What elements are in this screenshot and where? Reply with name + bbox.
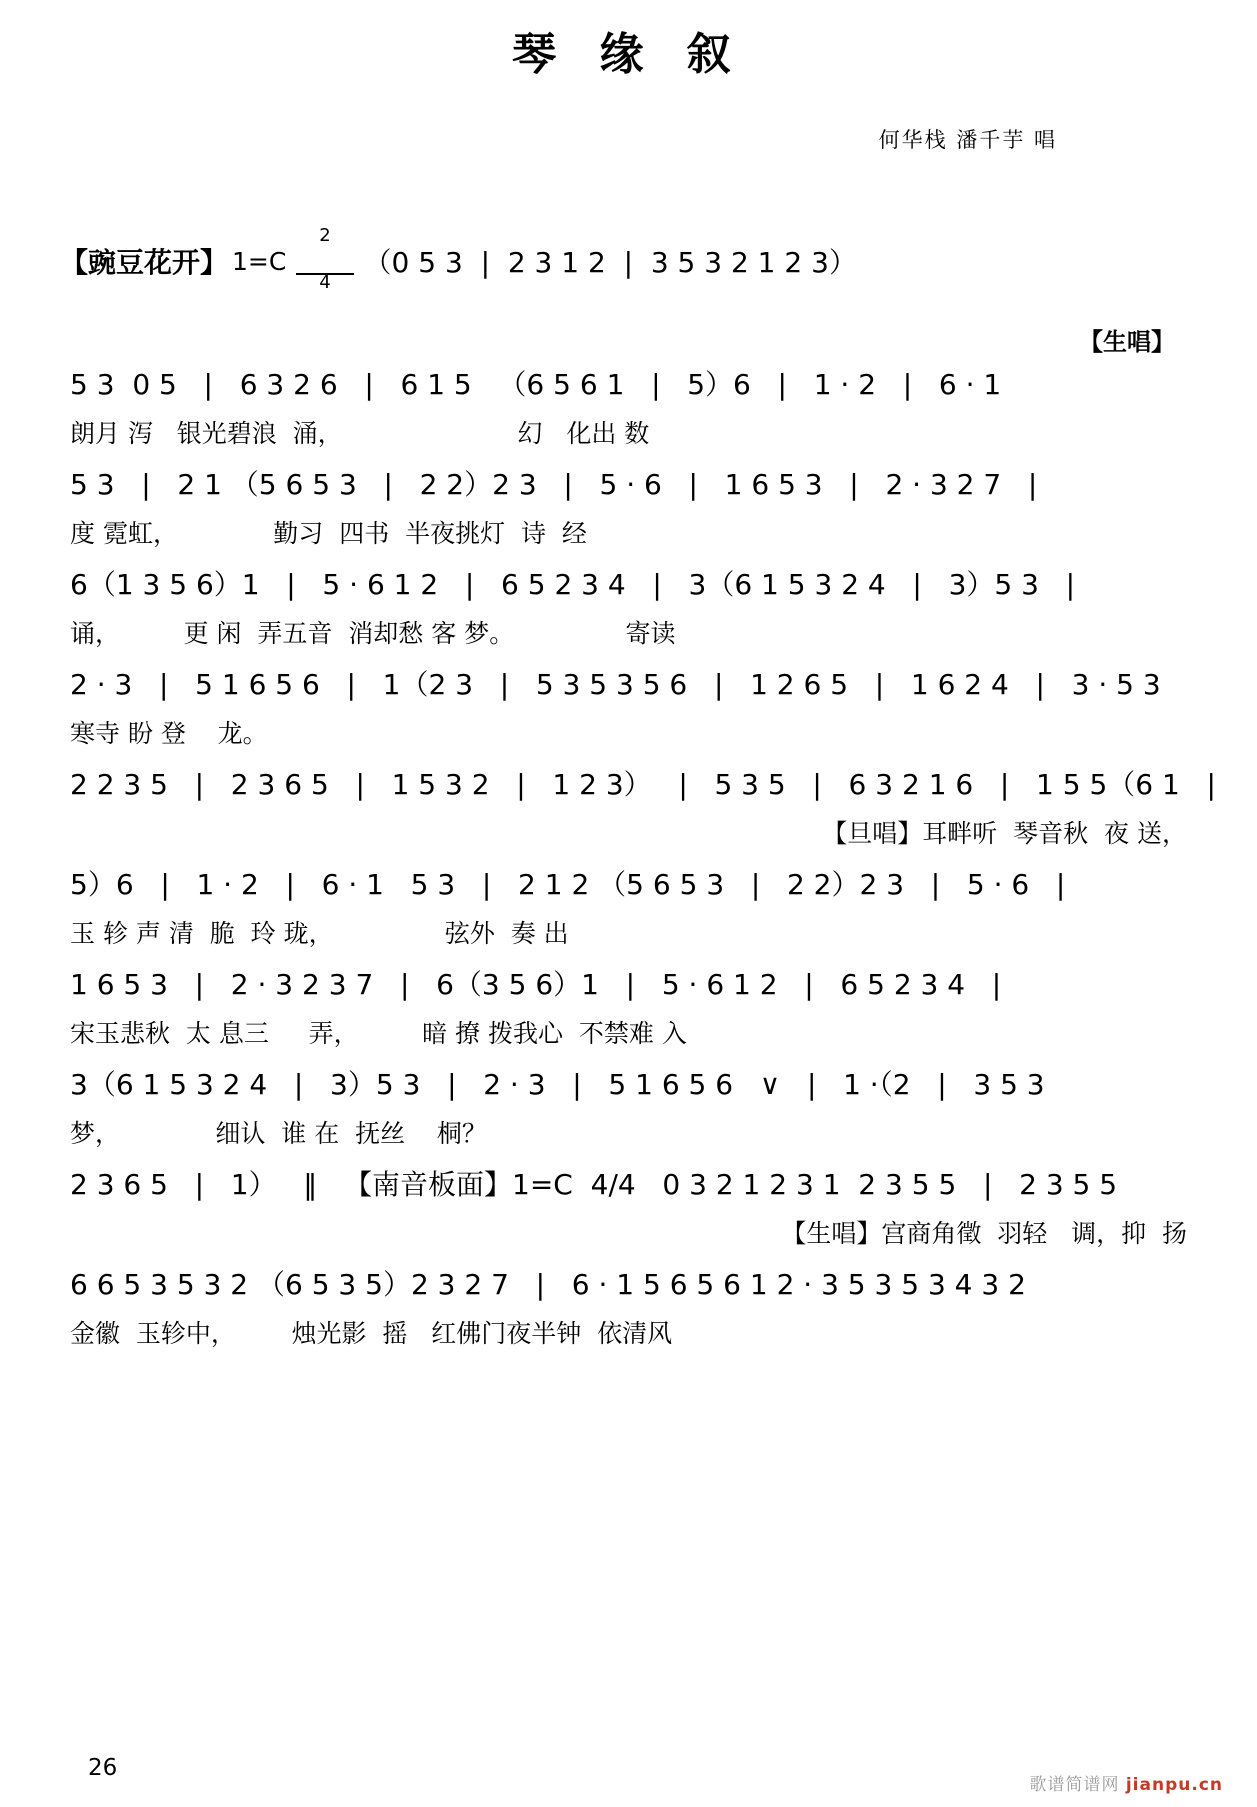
notation-line: 2 · 3 | 5 1 6 5 6 | 1（2 3 | 5 3 5 3 5 6 | 1 2 6 5 | 1 6 2 4 | 3 · 5 3 bbox=[70, 668, 1161, 701]
notation-line: 5 3 0 5 | 6 3 2 6 | 6 1 5 （6 5 6 1 | 5）6 | 1 · 2 | 6 · 1 bbox=[70, 368, 1002, 401]
music-system bbox=[60, 862, 1197, 956]
lyric-line: 梦， 细认 谁 在 抚丝 桐？ bbox=[70, 1119, 487, 1148]
key-signature: 1=C bbox=[232, 246, 287, 276]
score-body bbox=[60, 200, 1216, 1356]
intro-notes: （0 5 3 | 2 3 1 2 | 3 5 3 2 1 2 3） bbox=[363, 246, 857, 279]
music-system bbox=[60, 962, 1197, 1056]
notation-line: 6 6 5 3 5 3 2 （6 5 3 5）2 3 2 7 | 6 · 1 5 6 5 6 1 2 · 3 5 3 5 3 4 3 2 bbox=[70, 1268, 1026, 1301]
music-system bbox=[60, 1262, 1197, 1356]
music-system bbox=[60, 762, 1216, 856]
page-title: 琴 缘 叙 bbox=[512, 29, 745, 80]
credits: 何华栈 潘千芋 唱 bbox=[878, 128, 1057, 152]
role-marker-sheng: 【生唱】 bbox=[1079, 328, 1175, 356]
lyric-line: 【生唱】宫商角徵 羽轻 调，抑 扬 bbox=[781, 1219, 1187, 1248]
watermark-site-name: 歌谱简谱网 bbox=[1029, 1775, 1120, 1795]
music-system bbox=[60, 1062, 1197, 1156]
time-signature bbox=[296, 198, 353, 320]
lyric-line: 玉 轸 声 清 脆 玲 珑， 弦外 奏 出 bbox=[70, 919, 569, 948]
notation-line: 5）6 | 1 · 2 | 6 · 1 5 3 | 2 1 2 （5 6 5 3 | 2 2）2 3 | 5 · 6 | bbox=[70, 868, 1066, 901]
meter-numerator: 2 bbox=[319, 225, 331, 246]
music-system bbox=[60, 662, 1197, 756]
notation-line: 2 2 3 5 | 2 3 6 5 | 1 5 3 2 | 1 2 3） | 5 3 5 | 6 3 2 1 6 | 1 5 5（6 1 | bbox=[70, 768, 1216, 801]
music-system bbox=[60, 562, 1197, 656]
notation-line: 2 3 6 5 | 1） ‖ 【南音板面】1=C 4/4 0 3 2 1 2 3 1 2 3 5 5 | 2 3 5 5 bbox=[70, 1168, 1118, 1201]
lyric-line: 朗月 泻 银光碧浪 涌， 幻 化出 数 bbox=[70, 419, 650, 448]
watermark-domain: jianpu.cn bbox=[1125, 1775, 1223, 1795]
notation-line: 1 6 5 3 | 2 · 3 2 3 7 | 6（3 5 6）1 | 5 · 6 1 2 | 6 5 2 3 4 | bbox=[70, 968, 1002, 1001]
intro-system bbox=[60, 200, 1197, 356]
notation-line: 6（1 3 5 6）1 | 5 · 6 1 2 | 6 5 2 3 4 | 3（6 1 5 3 2 4 | 3）5 3 | bbox=[70, 568, 1076, 601]
lyric-line: 度 霓虹， 勤习 四书 半夜挑灯 诗 经 bbox=[70, 519, 587, 548]
lyric-line: 诵， 更 闲 弄五音 消却愁 客 梦。 寄读 bbox=[70, 619, 676, 648]
watermark bbox=[1029, 1770, 1223, 1795]
notation-line: 3（6 1 5 3 2 4 | 3）5 3 | 2 · 3 | 5 1 6 5 6 ∨ | 1 ·（2 | 3 5 3 bbox=[70, 1068, 1045, 1101]
music-system bbox=[60, 1162, 1197, 1256]
intro-notation bbox=[60, 200, 1197, 322]
lyric-line: 寒寺 盼 登 龙。 bbox=[70, 719, 268, 748]
page-number: 26 bbox=[88, 1755, 118, 1781]
sheet-music-page bbox=[0, 18, 1257, 1807]
notation-line: 5 3 | 2 1 （5 6 5 3 | 2 2）2 3 | 5 · 6 | 1 6 5 3 | 2 · 3 2 7 | bbox=[70, 468, 1038, 501]
music-system bbox=[60, 462, 1197, 556]
lyric-line: 【旦唱】耳畔听 琴音秋 夜 送， bbox=[822, 819, 1187, 848]
music-system bbox=[60, 362, 1197, 456]
lyric-line: 金徽 玉轸中， 烛光影 摇 红佛门夜半钟 依清风 bbox=[70, 1319, 673, 1348]
meter-denominator: 4 bbox=[296, 273, 353, 290]
lyric-line: 宋玉悲秋 太 息三 弄， 暗 撩 拨我心 不禁难 入 bbox=[70, 1019, 687, 1048]
tune-name-tag: 【豌豆花开】 bbox=[60, 246, 229, 279]
